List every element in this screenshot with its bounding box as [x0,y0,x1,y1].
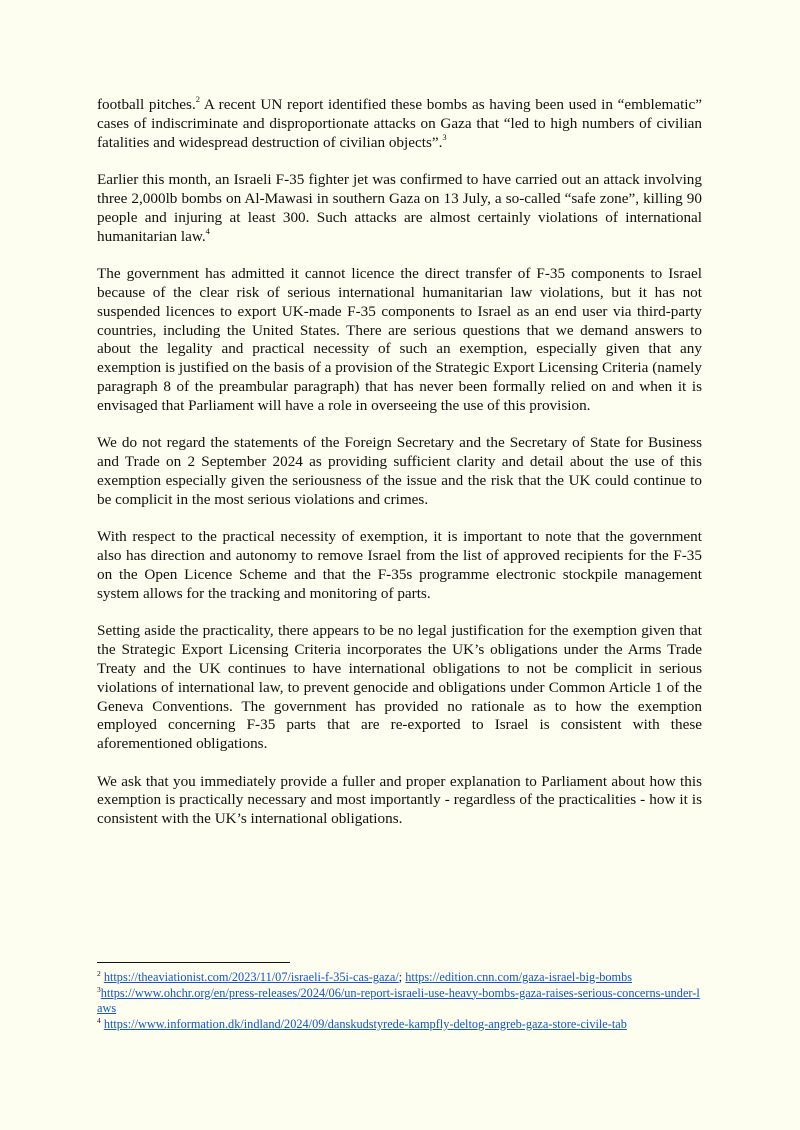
paragraph-text: football pitches. [97,96,196,113]
footnote-link[interactable]: https://theaviationist.com/2023/11/07/israeli-f-35i-cas-gaza/ [103,970,399,984]
footnote-link[interactable]: https://edition.cnn.com/gaza-israel-big-bombs [405,970,633,984]
footnotes-section [97,962,702,1032]
body-paragraph [97,93,702,152]
body-paragraph [97,265,702,415]
footnote-number: 4 [97,1015,101,1025]
paragraph-text: A recent UN report identified these bombs as having been used in “emblematic” cases of indiscriminate and disproportionate attacks on Gaza that “led to high numbers of civilian fatalities and widespread destruction of civilian objects”. [97,96,702,151]
paragraph-text: We do not regard the statements of the Foreign Secretary and the Secretary of State for Business and Trade on 2 September 2024 as providing sufficient clarity and detail about the use of this exemption especially given the seriousness of the issue and the risk that the UK could continue to be complicit in the most serious violations and crimes. [97,434,702,508]
footnote-item [97,970,702,986]
paragraph-text: With respect to the practical necessity of exemption, it is important to note that the government also has direction and autonomy to remove Israel from the list of approved recipients for the F-35 on the Open Licence Scheme and that the F-35s programme electronic stockpile management system allows for the tracking and monitoring of parts. [97,528,702,602]
footnote-reference[interactable]: 3 [442,131,447,142]
body-paragraph [97,434,702,509]
footnote-divider [97,962,290,963]
body-paragraph [97,171,702,246]
body-paragraph [97,528,702,603]
paragraph-text: We ask that you immediately provide a fuller and proper explanation to Parliament about how this exemption is practically necessary and most importantly - regardless of the practicalities - how it is consistent with the UK’s international obligations. [97,772,702,828]
footnote-item [97,1017,702,1033]
footnote-number: 2 [97,968,101,978]
letter-body [97,93,702,848]
body-paragraph [97,773,702,829]
footnote-reference[interactable]: 2 [195,93,200,104]
paragraph-text: Earlier this month, an Israeli F-35 fighter jet was confirmed to have carried out an attack involving three 2,000lb bombs on Al-Mawasi in southern Gaza on 13 July, a so-called “safe zone”, killing 90 people and injuring at least 300. Such attacks are almost certainly violations of international humanitarian law. [97,171,702,245]
paragraph-text: The government has admitted it cannot licence the direct transfer of F-35 components to Israel because of the clear risk of serious international humanitarian law violations, but it has not suspended licences to export UK-made F-35 components to Israel as an end user via third-party countries, including the United States. There are serious questions that we demand answers to about the legality and practical necessity of such an exemption, especially given that any exemption is justified on the basis of a provision of the Strategic Export Licensing Criteria (namely paragraph 8 of the preambular paragraph) that has never been formally relied on and when it is envisaged that Parliament will have a role in overseeing the use of this provision. [97,265,702,414]
footnote-list [97,970,702,1032]
paragraph-text: Setting aside the practicality, there appears to be no legal justification for the exemption given that the Strategic Export Licensing Criteria incorporates the UK’s obligations under the Arms Trade Treaty and the UK continues to have international obligations to not be complicit in serious violations of international law, to prevent genocide and obligations under Common Article 1 of the Geneva Conventions. The government has provided no rationale as to how the exemption employed concerning F-35 parts that are re-exported to Israel is consistent with these aforementioned obligations. [97,622,702,753]
body-paragraph [97,622,702,754]
footnote-link[interactable]: https://www.information.dk/indland/2024/09/danskudstyrede-kampfly-deltog-angreb-gaza-store-civile-tab [103,1016,627,1031]
footnote-link[interactable]: https://www.ohchr.org/en/press-releases/2024/06/un-report-israeli-use-heavy-bombs-gaza-raises-serious-concerns-under-laws [97,985,700,1016]
footnote-link-separator: ; [398,970,406,984]
footnote-item [97,986,702,1017]
footnote-number: 3 [97,984,101,994]
footnote-reference[interactable]: 4 [205,225,210,236]
